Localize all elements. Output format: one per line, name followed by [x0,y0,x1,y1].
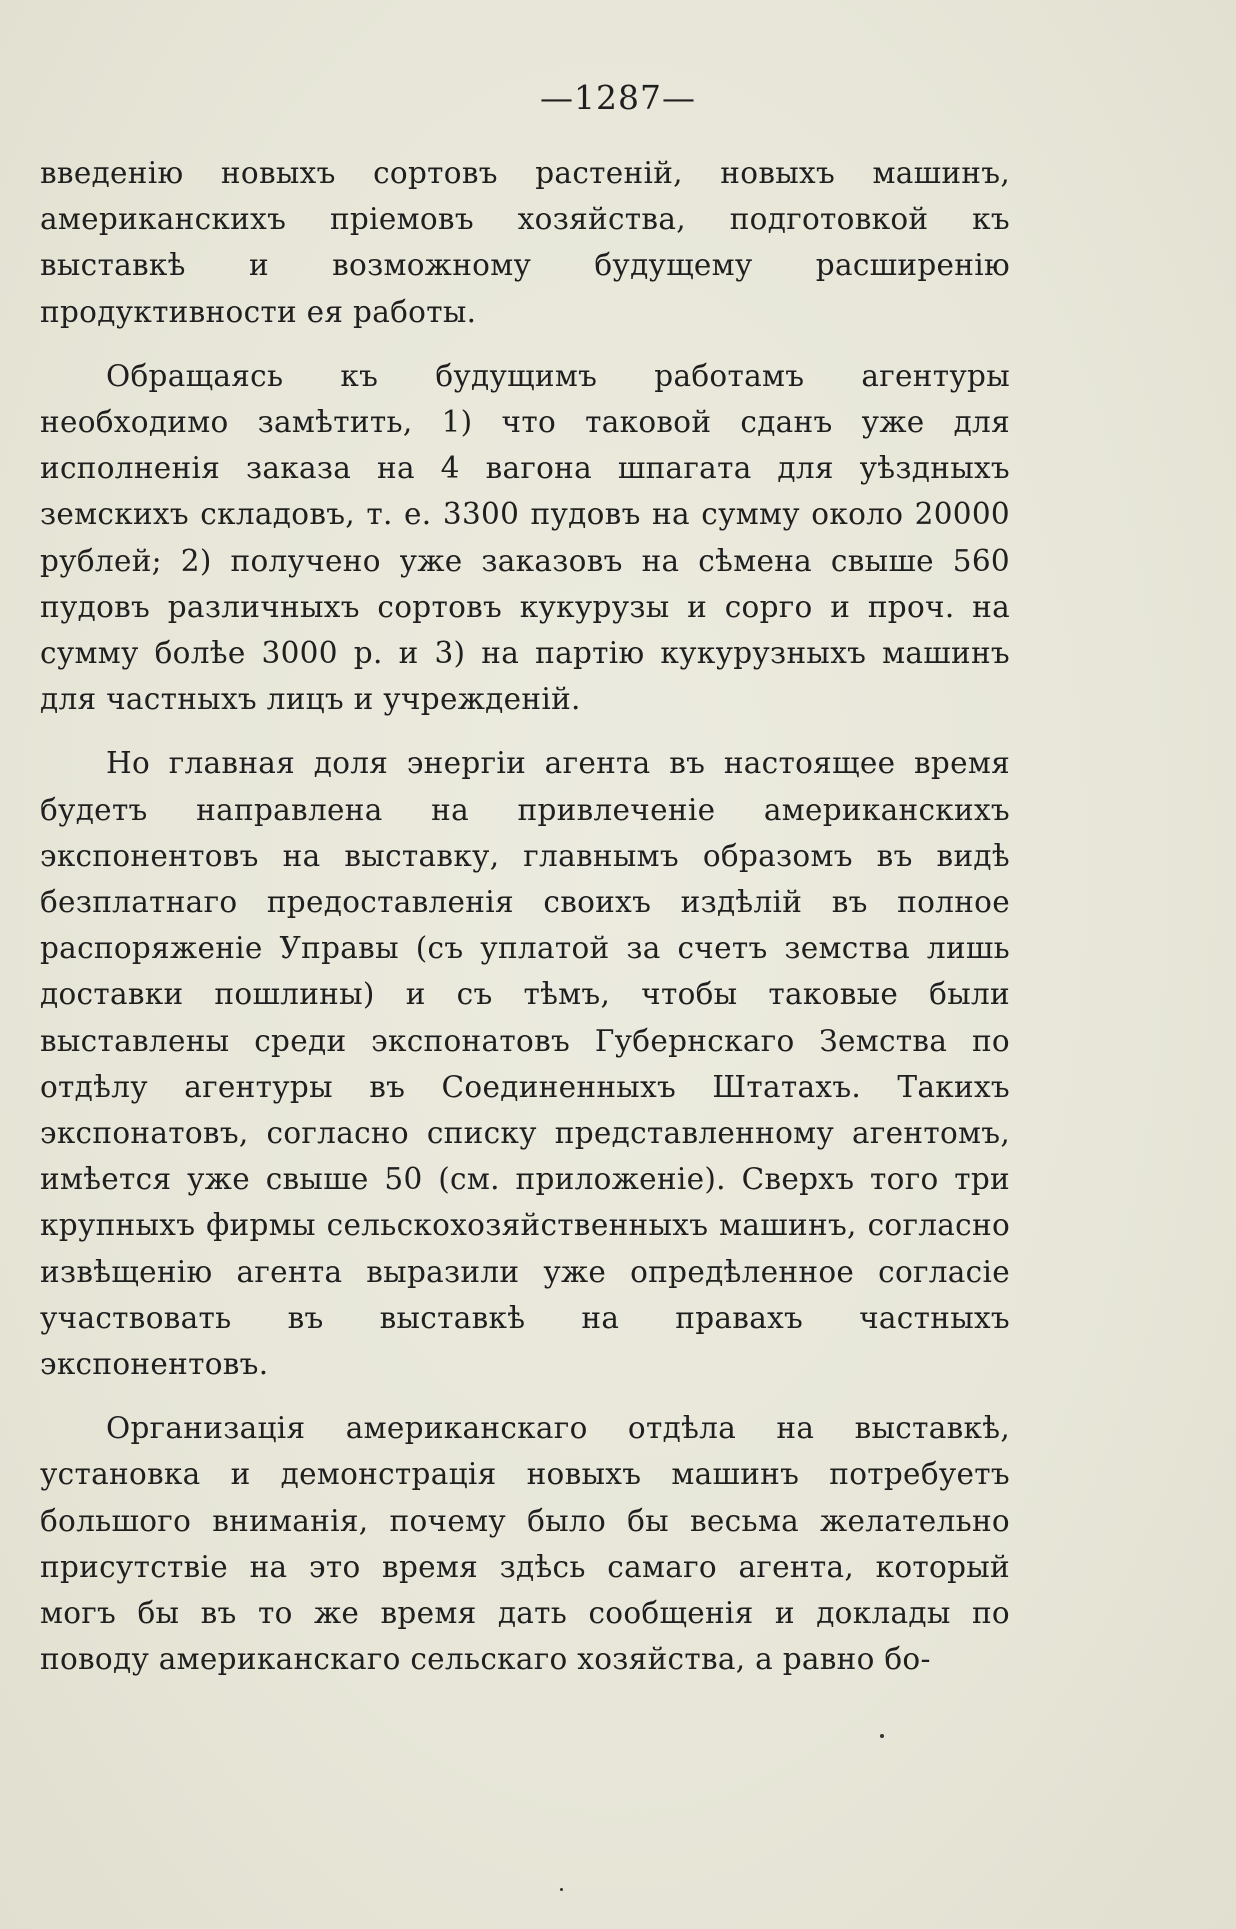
paragraph-3: Но главная доля энергіи агента въ настоящее время будетъ направлена на привлеченіе американскихъ экспонентовъ на выставку, главнымъ образомъ въ видѣ безплатнаго предоставленія своихъ издѣлій въ полное распоряженіе Управы (съ уплатой за счетъ земства лишь доставки пошлины) и съ тѣмъ, чтобы таковые были выставлены среди экспонатовъ Губернскаго Земства по отдѣлу агентуры въ Соединенныхъ Штатахъ. Такихъ экспонатовъ, согласно списку представленному агентомъ, имѣется уже свыше 50 (см. приложеніе). Сверхъ того три крупныхъ фирмы сельскохозяйственныхъ машинъ, согласно извѣщенію агента выразили уже опредѣленное согласіе участвовать въ выставкѣ на правахъ частныхъ экспонентовъ. [40,746,1010,1382]
body-text [40,150,1010,1683]
paper-speck [560,1888,563,1891]
paragraph-4: Организація американскаго отдѣла на выставкѣ, установка и демонстрація новыхъ машинъ потребуетъ большого вниманія, почему было бы весьма желательно присутствіе на это время здѣсь самаго агента, который могъ бы въ то же время дать сообщенія и доклады по поводу американскаго сельскаго хозяйства, а равно бо- [40,1411,1010,1677]
paragraph-2: Обращаясь къ будущимъ работамъ агентуры необходимо замѣтить, 1) что таковой сданъ уже для исполненія заказа на 4 вагона шпагата для уѣздныхъ земскихъ складовъ, т. е. 3300 пудовъ на сумму около 20000 рублей; 2) получено уже заказовъ на сѣмена свыше 560 пудовъ различныхъ сортовъ кукурузы и сорго и проч. на сумму болѣе 3000 р. и 3) на партію кукурузныхъ машинъ для частныхъ лицъ и учрежденій. [40,358,1010,717]
paper-speck [880,1734,884,1738]
page-number: —1287— [540,78,696,117]
paragraph-1: введенію новыхъ сортовъ растеній, новыхъ машинъ, американскихъ пріемовъ хозяйства, подготовкой къ выставкѣ и возможному будущему расширенію продуктивности ея работы. [40,156,1010,329]
